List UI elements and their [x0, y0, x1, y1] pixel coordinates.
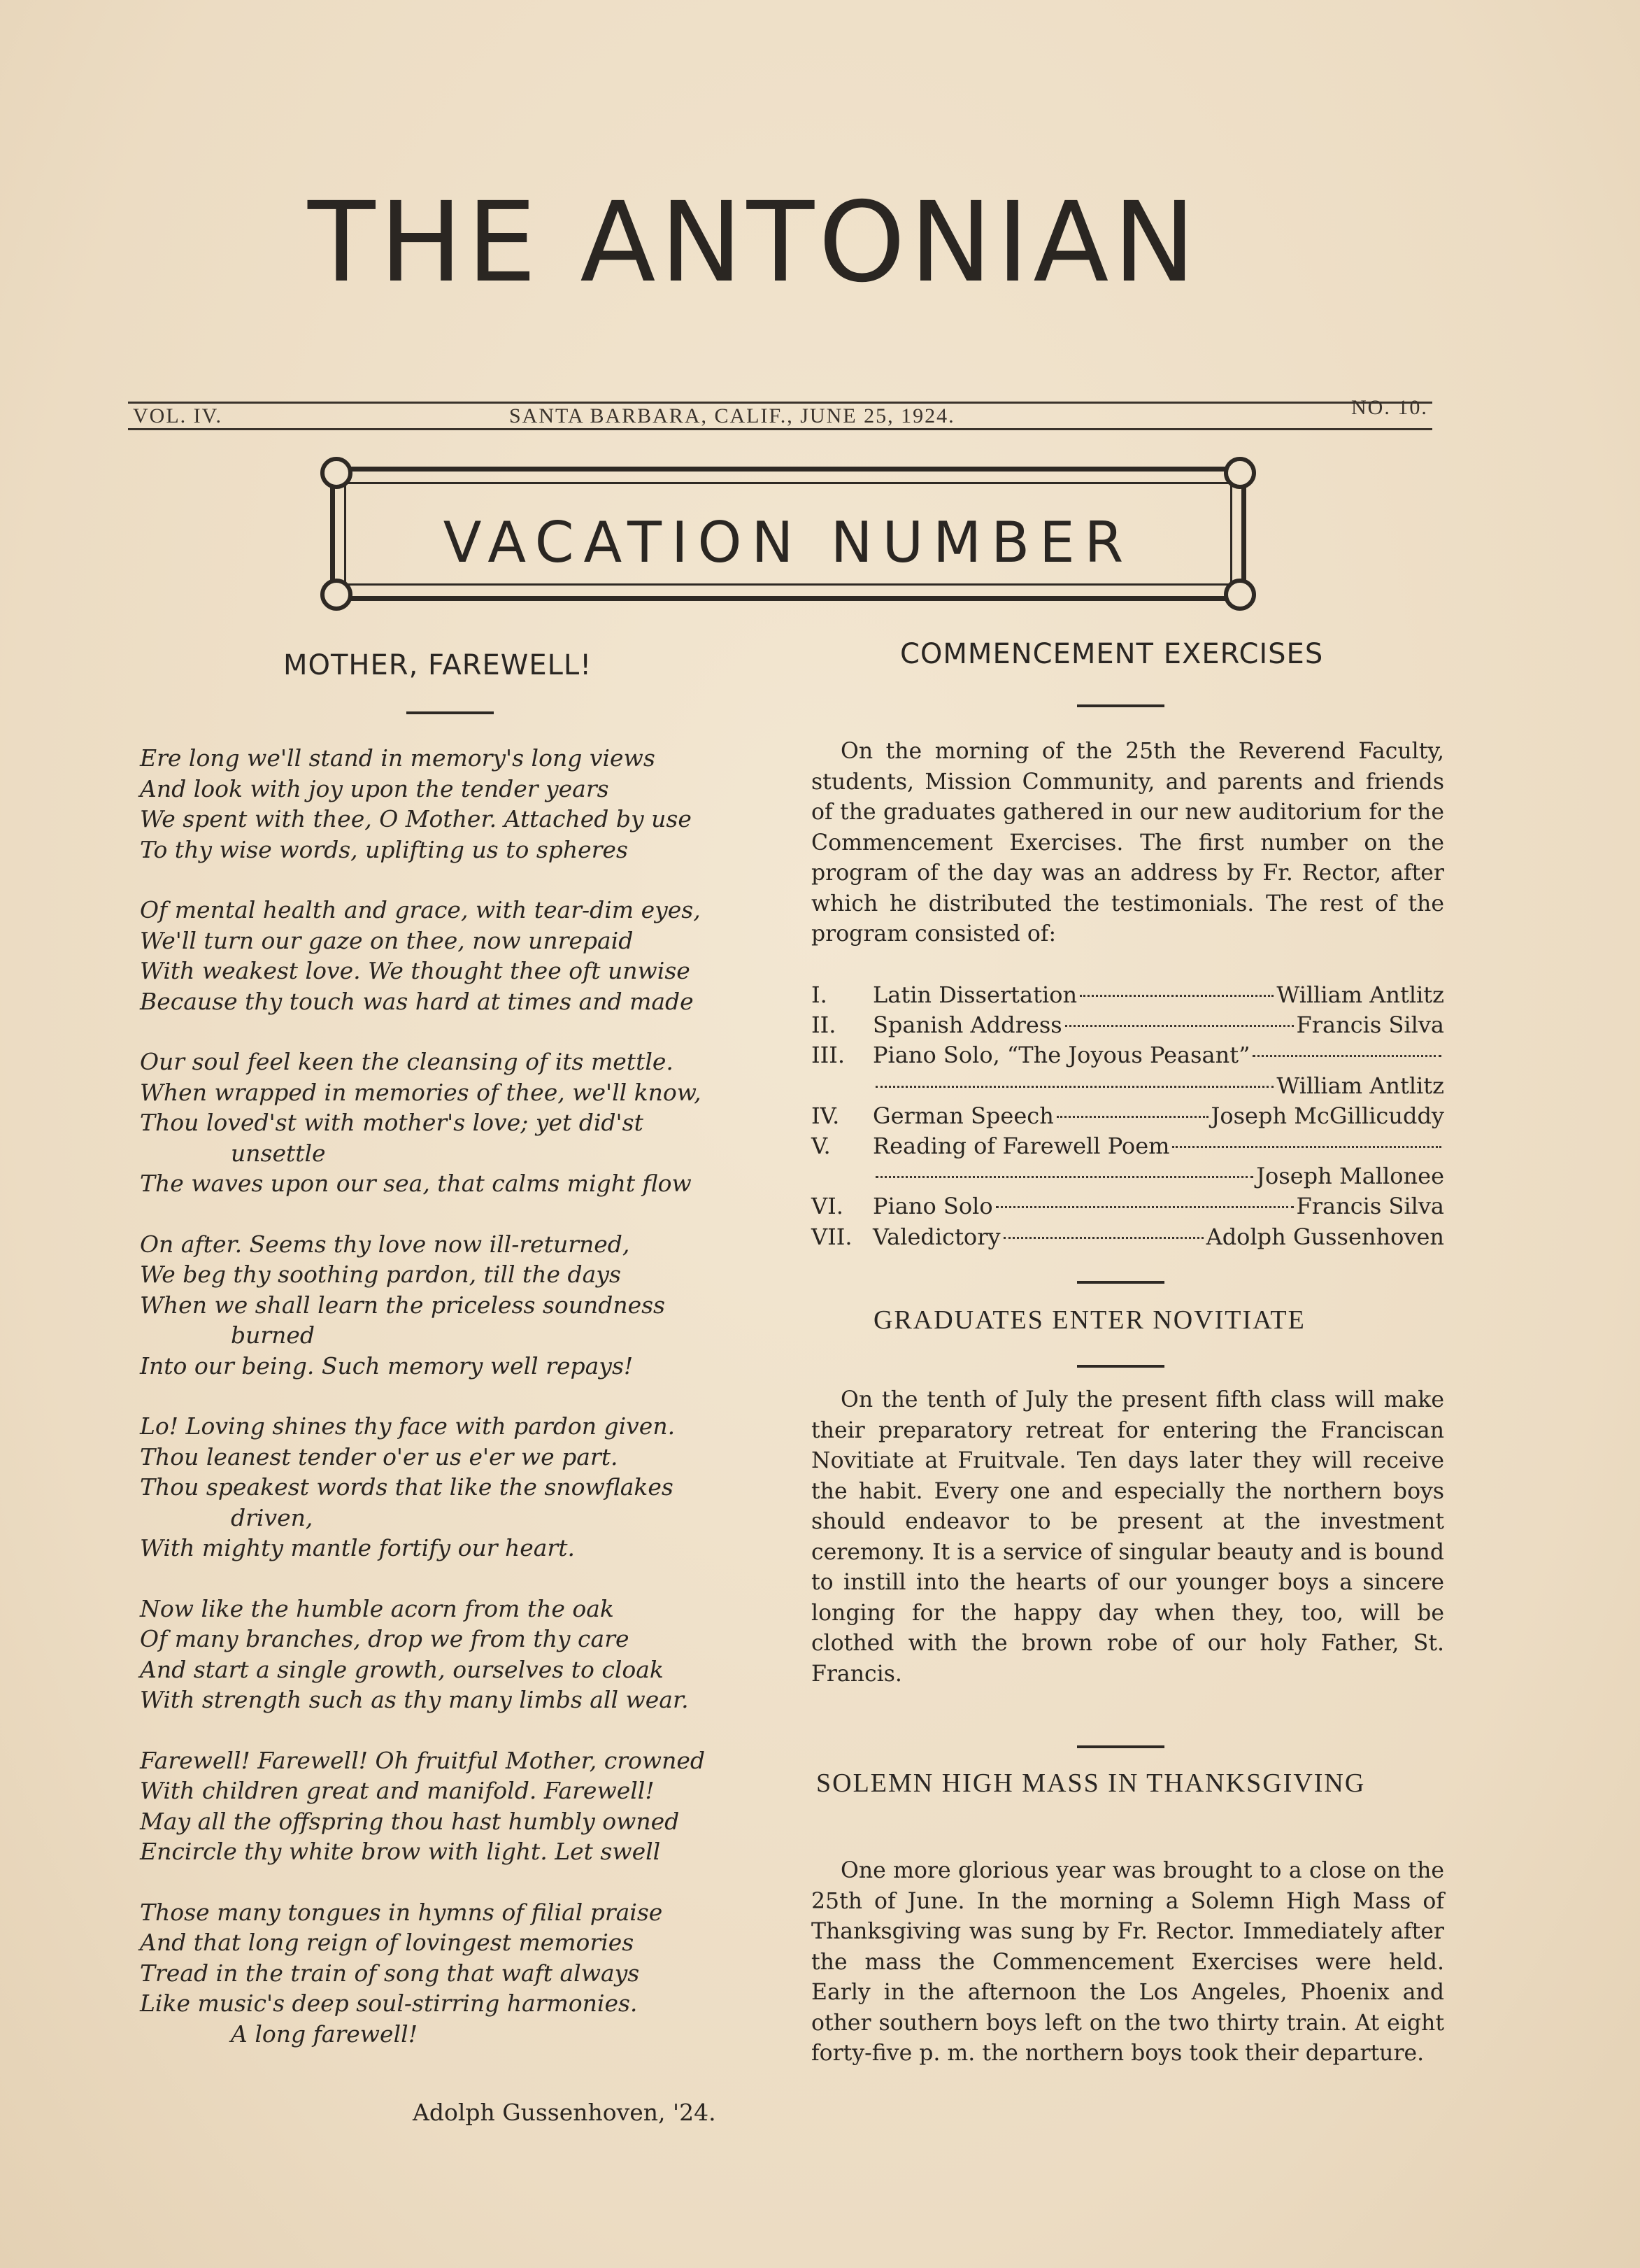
issue-number: NO. 10. — [1351, 396, 1428, 419]
poem-stanza — [140, 1594, 783, 1715]
poem-line: We spent with thee, O Mother. Attached by use — [140, 805, 692, 832]
program-title: Valedictory — [873, 1223, 1001, 1250]
poem-line: unsettle — [231, 1139, 326, 1167]
program-performer: Adolph Gussenhoven — [1206, 1223, 1444, 1250]
novitiate-body — [811, 1385, 1444, 1689]
poem-line: Thou leanest tender o'er us e'er we part. — [140, 1443, 618, 1470]
poem-signature: Adolph Gussenhoven, '24. — [413, 2099, 716, 2126]
banner-corner-ornament — [1224, 579, 1256, 611]
program-title: Spanish Address — [873, 1012, 1062, 1039]
poem-stanza — [140, 1229, 783, 1382]
poem-line: Our soul feel keen the cleansing of its mettle. — [140, 1048, 673, 1075]
program-title: Latin Dissertation — [873, 981, 1078, 1008]
volume-label: VOL. IV. — [133, 404, 222, 427]
program-title: Reading of Farewell Poem — [873, 1133, 1170, 1160]
program-item — [811, 1040, 1444, 1070]
poem-line: We'll turn our gaze on thee, now unrepaid — [140, 926, 634, 954]
poem-line: When we shall learn the priceless soundness — [140, 1291, 665, 1319]
program-performer: Joseph Mallonee — [1256, 1163, 1444, 1190]
program-number: VI. — [811, 1193, 843, 1220]
program-number: I. — [811, 981, 827, 1008]
program-title: German Speech — [873, 1102, 1054, 1129]
poem-line: With children great and manifold. Farewell! — [140, 1777, 655, 1804]
poem-line: Because thy touch was hard at times and made — [140, 987, 694, 1015]
poem-line: burned — [231, 1321, 315, 1349]
program-list — [811, 980, 1444, 1252]
poem-line: On after. Seems thy love now ill-returned, — [140, 1230, 630, 1258]
program-performer: Francis Silva — [1296, 1193, 1444, 1220]
section-divider-rule — [1077, 1281, 1164, 1284]
poem-line: And that long reign of lovingest memories — [140, 1929, 634, 1956]
program-item — [811, 1101, 1444, 1131]
leader-dots — [1080, 995, 1274, 997]
poem-title: MOTHER, FAREWELL! — [283, 649, 592, 681]
program-performer: William Antlitz — [1276, 1072, 1444, 1099]
poem-line: And start a single growth, ourselves to cloak — [140, 1655, 664, 1683]
leader-dots — [1057, 1116, 1208, 1118]
poem-body — [140, 743, 783, 2079]
poem-line: Lo! Loving shines thy face with pardon given. — [140, 1412, 676, 1440]
poem-line: driven, — [231, 1503, 313, 1531]
program-item — [811, 1191, 1444, 1221]
poem-line: Those many tongues in hymns of filial praise — [140, 1898, 663, 1926]
poem-line: Encircle thy white brow with light. Let swell — [140, 1838, 661, 1865]
poem-title-rule — [406, 711, 494, 714]
novitiate-title: GRADUATES ENTER NOVITIATE — [874, 1305, 1306, 1335]
novitiate-title-rule — [1077, 1365, 1164, 1368]
mass-paragraph: One more glorious year was brought to a close on the 25th of June. In the morning a Solemn High Mass of Thanksgiving was sung by Fr. Rector. Immediately after the mass the Commencement Exercises were held. Early in the afternoon the Los Angeles, Phoenix and other southern boys left on the two thirty train. At eight forty-five p. m. the northern boys took their departure. — [811, 1858, 1444, 2066]
poem-line: Into our being. Such memory well repays! — [140, 1352, 634, 1380]
program-performer: William Antlitz — [1276, 981, 1444, 1008]
poem-stanza — [140, 1897, 783, 2050]
poem-stanza — [140, 1411, 783, 1564]
section-divider-rule — [1077, 1745, 1164, 1748]
program-number: II. — [811, 1012, 836, 1039]
poem-line: Now like the humble acorn from the oak — [140, 1594, 614, 1622]
mass-title: SOLEMN HIGH MASS IN THANKSGIVING — [816, 1769, 1366, 1798]
poem-line: When wrapped in memories of thee, we'll know, — [140, 1078, 701, 1106]
program-item-continued — [811, 1071, 1444, 1101]
commencement-body — [811, 737, 1444, 950]
program-item — [811, 980, 1444, 1010]
program-title: Piano Solo — [873, 1193, 993, 1220]
poem-stanza — [140, 895, 783, 1016]
leader-dots — [996, 1206, 1294, 1208]
poem-line: Thou loved'st with mother's love; yet did'st — [140, 1109, 643, 1136]
poem-line: With strength such as thy many limbs all wear. — [140, 1686, 689, 1713]
program-title: Piano Solo, “The Joyous Peasant” — [873, 1042, 1250, 1069]
leader-dots — [1004, 1237, 1204, 1239]
poem-line: Tread in the train of song that waft always — [140, 1959, 640, 1987]
poem-line: Thou speakest words that like the snowflakes — [140, 1473, 673, 1501]
poem-line: To thy wise words, uplifting us to spheres — [140, 835, 628, 863]
commencement-title-rule — [1077, 704, 1164, 707]
program-number: III. — [811, 1042, 846, 1069]
dateline-rule-bottom — [128, 428, 1432, 430]
program-number: VII. — [811, 1223, 853, 1250]
leader-dots — [1065, 1025, 1294, 1027]
poem-line: Farewell! Farewell! Oh fruitful Mother, crowned — [140, 1746, 706, 1774]
banner-title: VACATION NUMBER — [443, 510, 1134, 575]
poem-line: May all the offspring thou hast humbly owned — [140, 1807, 680, 1835]
program-item-continued — [811, 1161, 1444, 1191]
program-performer: Joseph McGillicuddy — [1211, 1102, 1444, 1129]
leader-dots — [876, 1086, 1274, 1088]
commencement-paragraph: On the morning of the 25th the Reverend Faculty, students, Mission Community, and parents and friends of the graduates gathered in our new auditorium for the Commencement Exercises. The first number on the program of the day was an address by Fr. Rector, after which he distributed the testimonials. The rest of the program consisted of: — [811, 739, 1444, 947]
dateline-rule-top — [128, 402, 1432, 404]
poem-line: Of mental health and grace, with tear-dim eyes, — [140, 896, 701, 923]
poem-line: A long farewell! — [231, 2020, 418, 2048]
poem-line: And look with joy upon the tender years — [140, 774, 609, 802]
program-number: IV. — [811, 1102, 840, 1129]
mass-body — [811, 1856, 1444, 2069]
commencement-title: COMMENCEMENT EXERCISES — [900, 638, 1324, 670]
program-number: V. — [811, 1133, 831, 1160]
banner-corner-ornament — [320, 579, 352, 611]
poem-stanza — [140, 743, 783, 865]
poem-line: We beg thy soothing pardon, till the days — [140, 1261, 621, 1288]
leader-dots — [876, 1176, 1253, 1178]
program-performer: Francis Silva — [1296, 1012, 1444, 1039]
vacation-banner — [330, 467, 1246, 601]
poem-line: With mighty mantle fortify our heart. — [140, 1534, 575, 1561]
program-item — [811, 1131, 1444, 1161]
masthead-title: THE ANTONIAN — [308, 178, 1200, 307]
leader-dots — [1172, 1146, 1441, 1148]
poem-line: Like music's deep soul-stirring harmonies. — [140, 1990, 638, 2017]
poem-line: The waves upon our sea, that calms might flow — [140, 1170, 692, 1197]
banner-corner-ornament — [1224, 457, 1256, 489]
poem-line: Ere long we'll stand in memory's long views — [140, 744, 655, 772]
poem-stanza — [140, 1745, 783, 1867]
novitiate-paragraph: On the tenth of July the present fifth class will make their preparatory retreat for entering the Franciscan Novitiate at Fruitvale. Ten days later they will receive the habit. Every one and especially the northern boys should endeavor to be present at the investment ceremony. It is a service of singular beauty and is bound to instill into the hearts of our younger boys a sincere longing for the happy day when they, too, will be clothed with the brown robe of our holy Father, St. Francis. — [811, 1387, 1444, 1687]
poem-stanza — [140, 1047, 783, 1199]
banner-corner-ornament — [320, 457, 352, 489]
program-item — [811, 1222, 1444, 1252]
program-item — [811, 1010, 1444, 1040]
poem-line: Of many branches, drop we from thy care — [140, 1625, 629, 1652]
place-date: SANTA BARBARA, CALIF., JUNE 25, 1924. — [509, 404, 955, 427]
poem-line: With weakest love. We thought thee oft unwise — [140, 957, 690, 984]
leader-dots — [1253, 1055, 1441, 1057]
